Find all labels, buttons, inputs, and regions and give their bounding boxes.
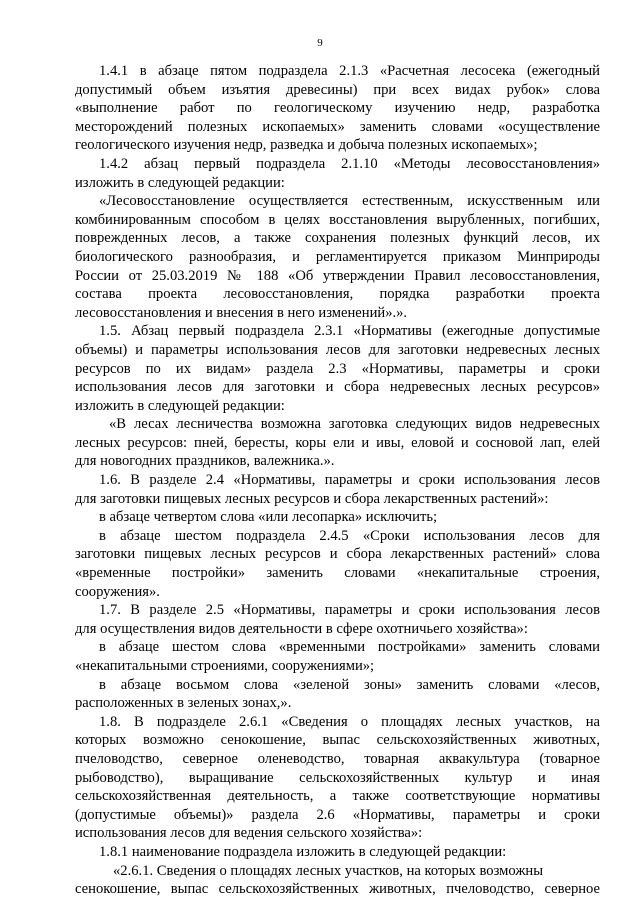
text-line: сенокошение, выпас сельскохозяйственных животных, пчеловодство, северное — [75, 881, 600, 898]
text-line: расположенных в зеленых зонах,». — [75, 695, 292, 712]
text-line: для заготовки пищевых лесных ресурсов и сбора лекарственных растений»: — [75, 490, 549, 507]
text-line: для новогодних праздников, валежника.». — [75, 453, 335, 470]
text-line: «Лесовосстановление осуществляется естественным, искусственным или — [99, 193, 600, 210]
text-line: биологического разнообразия, и регламентируется приказом Минприроды — [75, 248, 600, 265]
text-line: объемы) и параметры использования лесов для заготовки недревесных лесных — [75, 341, 600, 358]
text-line: поврежденных лесов, а также сохранения полезных функций лесов, их — [75, 230, 600, 247]
text-line: в абзаце восьмом слова «зеленой зоны» заменить словами «лесов, — [99, 676, 600, 693]
text-line: России от 25.03.2019 № 188 «Об утверждении Правил лесовосстановления, — [75, 267, 600, 284]
text-line: сельскохозяйственная деятельность, а также соответствующие нормативы — [75, 788, 600, 805]
text-line: состава проекта лесовосстановления, порядка разработки проекта — [75, 286, 600, 303]
text-line: (допустимые объемы)» раздела 2.6 «Нормативы, параметры и сроки — [75, 806, 600, 823]
text-line: в абзаце шестом слова «временными постройками» заменить словами — [99, 639, 600, 656]
page-number: 9 — [317, 37, 323, 49]
text-line: сооружения». — [75, 583, 160, 600]
text-line: «В лесах лесничества возможна заготовка следующих видов недревесных — [109, 416, 600, 433]
text-line: для осуществления видов деятельности в сфере охотничьего хозяйства»: — [75, 620, 528, 637]
text-line: использования лесов для заготовки и сбора недревесных лесных ресурсов» — [75, 379, 600, 396]
text-line: комбинированным способом в целях восстановления вырубленных, погибших, — [75, 211, 600, 228]
text-line: 1.4.1 в абзаце пятом подраздела 2.1.3 «Расчетная лесосека (ежегодный — [99, 63, 600, 79]
text-line: 1.8.1 наименование подраздела изложить в следующей редакции: — [99, 843, 507, 860]
text-line: 1.5. Абзац первый подраздела 2.3.1 «Нормативы (ежегодные допустимые — [99, 323, 600, 340]
text-line: которых возможно сенокошение, выпас сельскохозяйственных животных, — [75, 732, 600, 749]
text-line: 1.7. В разделе 2.5 «Нормативы, параметры и сроки использования лесов — [99, 602, 600, 619]
text-line: 1.8. В подразделе 2.6.1 «Сведения о площадях лесных участков, на — [99, 713, 600, 730]
text-line: ресурсов по их видам» раздела 2.3 «Нормативы, параметры и сроки — [75, 360, 600, 377]
text-line: рыбоводство), выращивание сельскохозяйственных культур и иная — [75, 769, 600, 786]
text-line: изложить в следующей редакции: — [75, 397, 285, 414]
text-line: заготовки пищевых лесных ресурсов и сбора лекарственных растений» слова — [75, 546, 600, 563]
text-line: лесных ресурсов: пней, бересты, коры ели и ивы, еловой и сосновой лап, елей — [75, 434, 600, 451]
text-line: месторождений полезных ископаемых» заменить словами «осуществление — [75, 118, 600, 135]
text-line: «временные постройки» заменить словами «некапитальные строения, — [75, 565, 600, 582]
text-line: в абзаце шестом подраздела 2.4.5 «Сроки использования лесов для — [99, 527, 600, 544]
document-body — [75, 62, 600, 899]
text-line: использования лесов для ведения сельского хозяйства»: — [75, 825, 423, 842]
text-line: 1.4.2 абзац первый подраздела 2.1.10 «Методы лесовосстановления» — [99, 155, 600, 172]
text-line: изложить в следующей редакции: — [75, 174, 285, 191]
text-line: «выполнение работ по геологическому изучению недр, разработка — [75, 100, 600, 117]
text-line: в абзаце четвертом слова «или лесопарка» исключить; — [99, 509, 438, 526]
text-line: лесовосстановления и внесения в него изменений».». — [75, 304, 408, 321]
text-line: 1.6. В разделе 2.4 «Нормативы, параметры и сроки использования лесов — [99, 472, 600, 489]
text-line: «некапитальными строениями, сооружениями»; — [75, 658, 375, 674]
text-line: «2.6.1. Сведения о площадях лесных участков, на которых возможны — [113, 862, 544, 879]
text-line: пчеловодство, северное оленеводство, товарная аквакультура (товарное — [75, 750, 600, 767]
text-line: геологического изучения недр, разведка и добыча полезных ископаемых»; — [75, 137, 538, 154]
text-line: допустимый объем изъятия древесины) при всех видах рубок» слова — [75, 81, 600, 98]
